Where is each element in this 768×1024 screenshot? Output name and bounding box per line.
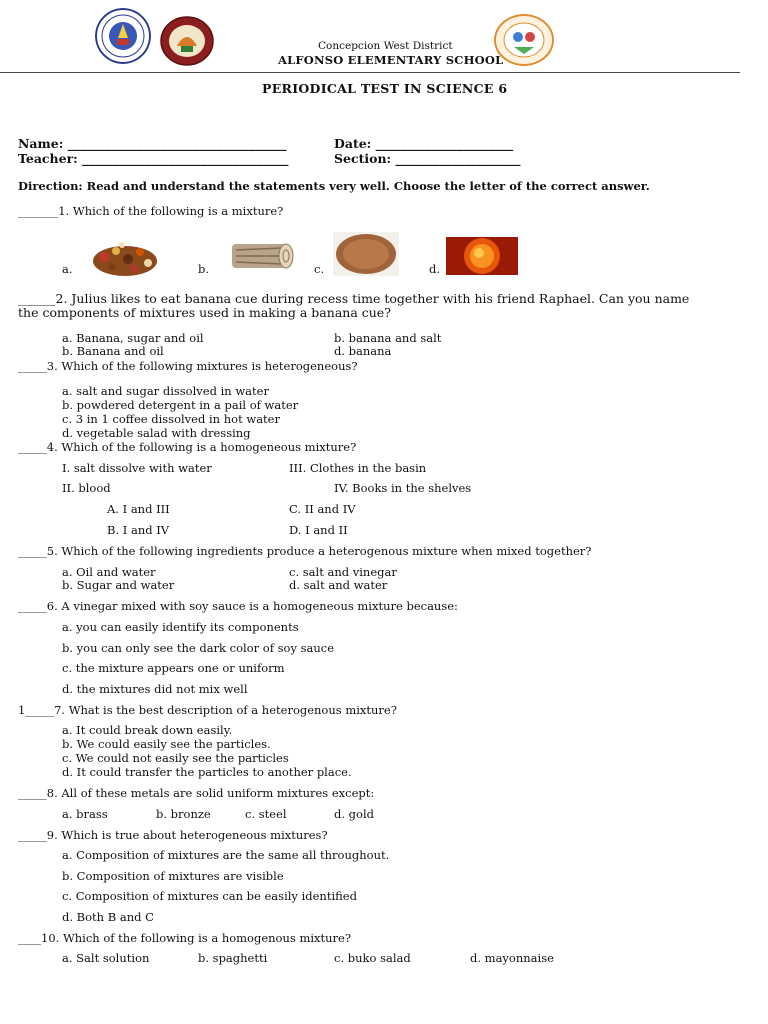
question-1: _______1. Which of the following is a mixture?: [18, 204, 284, 218]
date-field-label: Date: ______________________: [334, 136, 514, 151]
q4-statement-iv: IV. Books in the shelves: [334, 481, 472, 495]
q4-option-b: B. I and IV: [107, 523, 170, 537]
q7-option-d: d. It could transfer the particles to another place.: [62, 765, 352, 779]
q9-option-c: c. Composition of mixtures can be easily identified: [62, 889, 357, 903]
q3-option-a: a. salt and sugar dissolved in water: [62, 384, 269, 398]
q1-option-d-label: d.: [429, 262, 441, 276]
sun-image: [446, 237, 518, 275]
q3-option-b: b. powdered detergent in a pail of water: [62, 398, 299, 412]
question-7: 1_____7. What is the best description of a heterogenous mixture?: [18, 703, 397, 717]
deped-seal-logo: [95, 8, 151, 64]
question-4: _____4. Which of the following is a homogeneous mixture?: [18, 440, 357, 454]
q9-option-b: b. Composition of mixtures are visible: [62, 869, 284, 883]
division-seal-logo: [160, 16, 214, 66]
q10-option-b: b. spaghetti: [198, 951, 268, 965]
wooden-plate-image: [333, 232, 399, 276]
q4-option-a: A. I and III: [107, 502, 170, 516]
q8-option-a: a. brass: [62, 807, 108, 821]
test-title: PERIODICAL TEST IN SCIENCE 6: [262, 81, 508, 96]
q4-option-c: C. II and IV: [289, 502, 356, 516]
question-9: _____9. Which is true about heterogeneous mixtures?: [18, 828, 328, 842]
q9-option-d: d. Both B and C: [62, 910, 154, 924]
trail-mix-image: [92, 237, 158, 277]
q7-option-b: b. We could easily see the particles.: [62, 737, 271, 751]
question-6: _____6. A vinegar mixed with soy sauce is a homogeneous mixture because:: [18, 599, 458, 613]
q2-option-b: b. banana and salt: [334, 331, 442, 345]
q4-statement-ii: II. blood: [62, 481, 111, 495]
district-name: Concepcion West District: [318, 40, 453, 52]
question-8: _____8. All of these metals are solid uniform mixtures except:: [18, 786, 375, 800]
school-name: ALFONSO ELEMENTARY SCHOOL: [278, 53, 504, 67]
q3-option-c: c. 3 in 1 coffee dissolved in hot water: [62, 412, 280, 426]
q8-option-b: b. bronze: [156, 807, 211, 821]
q9-option-a: a. Composition of mixtures are the same all throughout.: [62, 848, 390, 862]
q2-option-c: b. Banana and oil: [62, 344, 164, 358]
q6-option-d: d. the mixtures did not mix well: [62, 682, 248, 696]
direction-text: Direction: Read and understand the statements very well. Choose the letter of the correct answer.: [18, 179, 650, 193]
q10-option-d: d. mayonnaise: [470, 951, 554, 965]
header-divider: [0, 72, 740, 73]
q8-option-d: d. gold: [334, 807, 374, 821]
question-3: _____3. Which of the following mixtures is heterogeneous?: [18, 359, 358, 373]
q1-option-a-label: a.: [62, 262, 73, 276]
q8-option-c: c. steel: [245, 807, 287, 821]
question-5: _____5. Which of the following ingredients produce a heterogenous mixture when mixed together?: [18, 544, 592, 558]
q7-option-a: a. It could break down easily.: [62, 723, 233, 737]
q5-option-c: c. salt and vinegar: [289, 565, 397, 579]
q10-option-c: c. buko salad: [334, 951, 411, 965]
q2-option-d: d. banana: [334, 344, 392, 358]
section-field-label: Section: ____________________: [334, 151, 521, 166]
teacher-field-label: Teacher: _________________________________: [18, 151, 289, 166]
q1-option-b-label: b.: [198, 262, 210, 276]
question-2-line-1: ______2. Julius likes to eat banana cue during recess time together with his friend Raphael. Can you name: [18, 291, 690, 306]
q5-option-a: a. Oil and water: [62, 565, 156, 579]
q4-option-d: D. I and II: [289, 523, 348, 537]
q4-statement-iii: III. Clothes in the basin: [289, 461, 427, 475]
q6-option-a: a. you can easily identify its components: [62, 620, 299, 634]
q10-option-a: a. Salt solution: [62, 951, 150, 965]
q6-option-c: c. the mixture appears one or uniform: [62, 661, 285, 675]
q3-option-d: d. vegetable salad with dressing: [62, 426, 251, 440]
question-2-line-2: the components of mixtures used in making a banana cue?: [18, 305, 391, 320]
q5-option-b: b. Sugar and water: [62, 578, 175, 592]
q6-option-b: b. you can only see the dark color of soy sauce: [62, 641, 335, 655]
q2-option-a: a. Banana, sugar and oil: [62, 331, 204, 345]
name-field-label: Name: ___________________________________: [18, 136, 287, 151]
q1-option-c-label: c.: [314, 262, 325, 276]
q7-option-c: c. We could not easily see the particles: [62, 751, 289, 765]
wood-log-image: [226, 238, 294, 274]
question-10: ____10. Which of the following is a homogenous mixture?: [18, 931, 352, 945]
q5-option-d: d. salt and water: [289, 578, 388, 592]
q4-statement-i: I. salt dissolve with water: [62, 461, 212, 475]
